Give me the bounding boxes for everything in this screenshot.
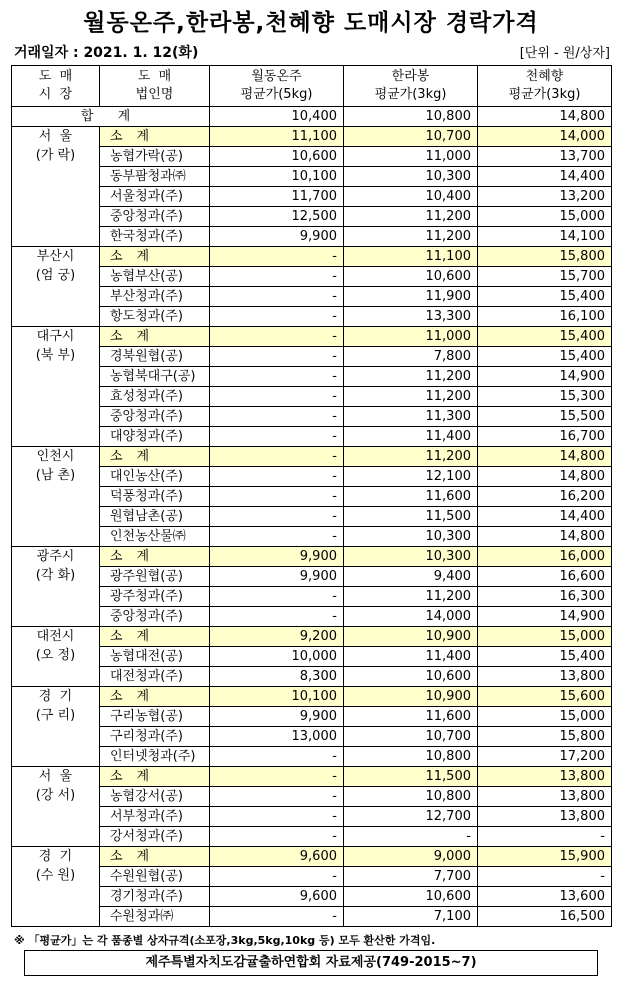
- table-row: [12, 287, 612, 307]
- price-cell: 11,000: [344, 147, 478, 167]
- table-row: [12, 867, 612, 887]
- table-row: [12, 347, 612, 367]
- header-col1: 월동온주 평균가(5kg): [210, 66, 344, 107]
- price-cell: -: [210, 387, 344, 407]
- table-row: [12, 307, 612, 327]
- price-cell: 11,500: [344, 507, 478, 527]
- total-label: 합 계: [12, 107, 210, 127]
- price-cell: -: [210, 347, 344, 367]
- price-cell: 11,500: [344, 767, 478, 787]
- price-cell: 15,300: [478, 387, 612, 407]
- trade-date: 거래일자 : 2021. 1. 12(화): [14, 45, 199, 61]
- price-cell: 13,800: [478, 667, 612, 687]
- table-row: [12, 267, 612, 287]
- corp-name: 서울청과(주): [100, 187, 210, 207]
- price-cell: 12,700: [344, 807, 478, 827]
- table-row: [12, 427, 612, 447]
- market-name: 경 기 (수 원): [12, 847, 100, 927]
- price-cell: 10,600: [344, 267, 478, 287]
- price-cell: -: [210, 747, 344, 767]
- header-col2: 한라봉 평균가(3kg): [344, 66, 478, 107]
- price-table: [11, 65, 612, 927]
- corp-name: 수원원협(공): [100, 867, 210, 887]
- price-cell: 13,000: [210, 727, 344, 747]
- price-cell: 10,800: [344, 747, 478, 767]
- price-cell: 15,800: [478, 727, 612, 747]
- subtotal-row: [12, 247, 612, 267]
- price-cell: -: [210, 867, 344, 887]
- corp-name: 대인농산(주): [100, 467, 210, 487]
- corp-name: 농협강서(공): [100, 787, 210, 807]
- header-col3: 천혜향 평균가(3kg): [478, 66, 612, 107]
- price-cell: 9,600: [210, 847, 344, 867]
- price-cell: 11,000: [344, 327, 478, 347]
- price-cell: 11,100: [210, 127, 344, 147]
- price-cell: 15,400: [478, 647, 612, 667]
- corp-name: 경북원협(공): [100, 347, 210, 367]
- price-cell: 15,700: [478, 267, 612, 287]
- price-cell: 15,400: [478, 287, 612, 307]
- price-cell: -: [210, 267, 344, 287]
- price-cell: 11,100: [344, 247, 478, 267]
- total-value: 10,800: [344, 107, 478, 127]
- table-row: [12, 667, 612, 687]
- footnote: ※ 「평균가」는 각 품종별 상자규격(소포장,3kg,5kg,10kg 등) 모두 환산한 가격임.: [14, 934, 436, 947]
- price-cell: 10,100: [210, 167, 344, 187]
- price-cell: 15,000: [478, 707, 612, 727]
- price-cell: 15,800: [478, 247, 612, 267]
- corp-name: 효성청과(주): [100, 387, 210, 407]
- price-cell: -: [210, 907, 344, 927]
- price-cell: 14,800: [478, 447, 612, 467]
- price-cell: 14,100: [478, 227, 612, 247]
- price-cell: -: [210, 507, 344, 527]
- price-cell: -: [210, 307, 344, 327]
- table-row: [12, 747, 612, 767]
- source-box: 제주특별자치도감귤출하연합회 자료제공(749-2015~7): [24, 950, 598, 976]
- corp-name: 소계: [100, 547, 210, 567]
- corp-name: 중앙청과(주): [100, 207, 210, 227]
- corp-name: 소계: [100, 327, 210, 347]
- table-row: [12, 507, 612, 527]
- corp-name: 항도청과(주): [100, 307, 210, 327]
- price-cell: 10,300: [344, 547, 478, 567]
- subtotal-row: [12, 447, 612, 467]
- price-cell: 16,600: [478, 567, 612, 587]
- subtotal-row: [12, 547, 612, 567]
- price-cell: 13,600: [478, 887, 612, 907]
- corp-name: 인천농산물㈜: [100, 527, 210, 547]
- price-cell: 11,200: [344, 207, 478, 227]
- corp-name: 소계: [100, 127, 210, 147]
- price-cell: 9,900: [210, 547, 344, 567]
- market-name: 경 기 (구 리): [12, 687, 100, 767]
- price-cell: 10,300: [344, 167, 478, 187]
- price-cell: 11,600: [344, 487, 478, 507]
- price-cell: -: [210, 447, 344, 467]
- price-cell: 13,800: [478, 767, 612, 787]
- market-name: 대구시 (북 부): [12, 327, 100, 447]
- price-cell: -: [478, 827, 612, 847]
- price-cell: -: [210, 287, 344, 307]
- price-cell: -: [210, 467, 344, 487]
- table-row: [12, 887, 612, 907]
- price-cell: -: [210, 767, 344, 787]
- corp-name: 소계: [100, 847, 210, 867]
- price-cell: 13,800: [478, 807, 612, 827]
- corp-name: 서부청과(주): [100, 807, 210, 827]
- corp-name: 구리농협(공): [100, 707, 210, 727]
- price-cell: 9,900: [210, 567, 344, 587]
- corp-name: 농협부산(공): [100, 267, 210, 287]
- corp-name: 소계: [100, 247, 210, 267]
- price-cell: 15,900: [478, 847, 612, 867]
- corp-name: 소계: [100, 447, 210, 467]
- header-market: 도 매 시 장: [12, 66, 100, 107]
- price-cell: 7,700: [344, 867, 478, 887]
- price-cell: 11,900: [344, 287, 478, 307]
- price-cell: 11,600: [344, 707, 478, 727]
- price-cell: -: [210, 527, 344, 547]
- price-cell: 7,800: [344, 347, 478, 367]
- price-cell: 8,300: [210, 667, 344, 687]
- price-cell: 11,200: [344, 447, 478, 467]
- corp-name: 중앙청과(주): [100, 407, 210, 427]
- corp-name: 소계: [100, 627, 210, 647]
- table-row: [12, 387, 612, 407]
- subtotal-row: [12, 767, 612, 787]
- price-cell: 10,900: [344, 687, 478, 707]
- table-row: [12, 727, 612, 747]
- price-cell: 13,300: [344, 307, 478, 327]
- corp-name: 경기청과(주): [100, 887, 210, 907]
- price-cell: 9,200: [210, 627, 344, 647]
- price-cell: 9,400: [344, 567, 478, 587]
- price-cell: 10,700: [344, 127, 478, 147]
- table-row: [12, 807, 612, 827]
- table-row: [12, 647, 612, 667]
- price-cell: 10,600: [344, 667, 478, 687]
- price-cell: 15,400: [478, 347, 612, 367]
- price-cell: 11,400: [344, 647, 478, 667]
- subtotal-row: [12, 627, 612, 647]
- price-cell: -: [210, 407, 344, 427]
- price-cell: -: [210, 807, 344, 827]
- corp-name: 부산청과(주): [100, 287, 210, 307]
- price-cell: 16,500: [478, 907, 612, 927]
- table-row: [12, 187, 612, 207]
- page-title: 월동온주,한라봉,천혜향 도매시장 경락가격: [83, 10, 539, 36]
- price-cell: 16,200: [478, 487, 612, 507]
- subtotal-row: [12, 687, 612, 707]
- subtotal-row: [12, 127, 612, 147]
- price-cell: 13,800: [478, 787, 612, 807]
- corp-name: 구리청과(주): [100, 727, 210, 747]
- price-cell: 14,400: [478, 167, 612, 187]
- price-cell: 12,100: [344, 467, 478, 487]
- corp-name: 한국청과(주): [100, 227, 210, 247]
- corp-name: 수원청과㈜: [100, 907, 210, 927]
- price-cell: 11,300: [344, 407, 478, 427]
- price-cell: 10,100: [210, 687, 344, 707]
- corp-name: 강서청과(주): [100, 827, 210, 847]
- table-row: [12, 587, 612, 607]
- table-row: [12, 167, 612, 187]
- corp-name: 대양청과(주): [100, 427, 210, 447]
- price-cell: 9,600: [210, 887, 344, 907]
- table-row: [12, 227, 612, 247]
- corp-name: 광주청과(주): [100, 587, 210, 607]
- price-cell: 10,400: [344, 187, 478, 207]
- price-cell: 12,500: [210, 207, 344, 227]
- price-cell: 10,300: [344, 527, 478, 547]
- market-name: 서 울 (강 서): [12, 767, 100, 847]
- unit-label: [단위 - 원/상자]: [519, 46, 610, 61]
- price-cell: 11,200: [344, 587, 478, 607]
- price-cell: 10,800: [344, 787, 478, 807]
- price-cell: -: [210, 787, 344, 807]
- price-cell: -: [344, 827, 478, 847]
- price-cell: 14,800: [478, 467, 612, 487]
- price-cell: 15,000: [478, 627, 612, 647]
- market-name: 부산시 (엄 궁): [12, 247, 100, 327]
- corp-name: 덕풍청과(주): [100, 487, 210, 507]
- total-value: 14,800: [478, 107, 612, 127]
- price-cell: -: [210, 587, 344, 607]
- corp-name: 농협대전(공): [100, 647, 210, 667]
- price-cell: 15,600: [478, 687, 612, 707]
- price-cell: 15,400: [478, 327, 612, 347]
- table-row: [12, 607, 612, 627]
- price-cell: 14,400: [478, 507, 612, 527]
- table-row: [12, 827, 612, 847]
- price-cell: -: [478, 867, 612, 887]
- table-header-row: [12, 66, 612, 107]
- corp-name: 소계: [100, 687, 210, 707]
- price-cell: -: [210, 607, 344, 627]
- price-cell: 15,500: [478, 407, 612, 427]
- total-row: [12, 107, 612, 127]
- price-cell: 10,600: [210, 147, 344, 167]
- price-cell: -: [210, 487, 344, 507]
- price-cell: 9,000: [344, 847, 478, 867]
- table-row: [12, 367, 612, 387]
- price-cell: 14,000: [478, 127, 612, 147]
- corp-name: 인터넷청과(주): [100, 747, 210, 767]
- table-row: [12, 207, 612, 227]
- price-cell: 10,900: [344, 627, 478, 647]
- price-cell: 11,200: [344, 387, 478, 407]
- price-cell: 11,200: [344, 227, 478, 247]
- price-cell: 14,900: [478, 367, 612, 387]
- price-cell: -: [210, 367, 344, 387]
- market-name: 인천시 (남 촌): [12, 447, 100, 547]
- price-cell: 13,700: [478, 147, 612, 167]
- price-cell: 13,200: [478, 187, 612, 207]
- price-cell: 14,000: [344, 607, 478, 627]
- price-cell: 11,200: [344, 367, 478, 387]
- price-cell: 9,900: [210, 227, 344, 247]
- table-row: [12, 407, 612, 427]
- subtotal-row: [12, 327, 612, 347]
- price-cell: 10,000: [210, 647, 344, 667]
- price-cell: -: [210, 827, 344, 847]
- price-cell: 15,000: [478, 207, 612, 227]
- table-row: [12, 787, 612, 807]
- price-cell: 10,600: [344, 887, 478, 907]
- price-cell: 16,000: [478, 547, 612, 567]
- price-cell: 14,900: [478, 607, 612, 627]
- table-row: [12, 467, 612, 487]
- corp-name: 농협가락(공): [100, 147, 210, 167]
- price-cell: -: [210, 327, 344, 347]
- corp-name: 대전청과(주): [100, 667, 210, 687]
- table-row: [12, 707, 612, 727]
- market-name: 대전시 (오 정): [12, 627, 100, 687]
- subtotal-row: [12, 847, 612, 867]
- corp-name: 동부팜청과㈜: [100, 167, 210, 187]
- table-row: [12, 567, 612, 587]
- price-cell: 16,700: [478, 427, 612, 447]
- header-corp: 도 매 법인명: [100, 66, 210, 107]
- table-row: [12, 147, 612, 167]
- price-cell: 17,200: [478, 747, 612, 767]
- market-name: 광주시 (각 화): [12, 547, 100, 627]
- price-cell: -: [210, 427, 344, 447]
- total-value: 10,400: [210, 107, 344, 127]
- price-cell: 10,700: [344, 727, 478, 747]
- table-row: [12, 487, 612, 507]
- price-cell: 9,900: [210, 707, 344, 727]
- corp-name: 소계: [100, 767, 210, 787]
- price-cell: 14,800: [478, 527, 612, 547]
- corp-name: 원협남촌(공): [100, 507, 210, 527]
- corp-name: 중앙청과(주): [100, 607, 210, 627]
- table-row: [12, 527, 612, 547]
- corp-name: 농협북대구(공): [100, 367, 210, 387]
- price-cell: 7,100: [344, 907, 478, 927]
- market-name: 서 울 (가 락): [12, 127, 100, 247]
- price-cell: 16,300: [478, 587, 612, 607]
- table-row: [12, 907, 612, 927]
- price-cell: 16,100: [478, 307, 612, 327]
- price-cell: 11,700: [210, 187, 344, 207]
- price-cell: -: [210, 247, 344, 267]
- corp-name: 광주원협(공): [100, 567, 210, 587]
- price-cell: 11,400: [344, 427, 478, 447]
